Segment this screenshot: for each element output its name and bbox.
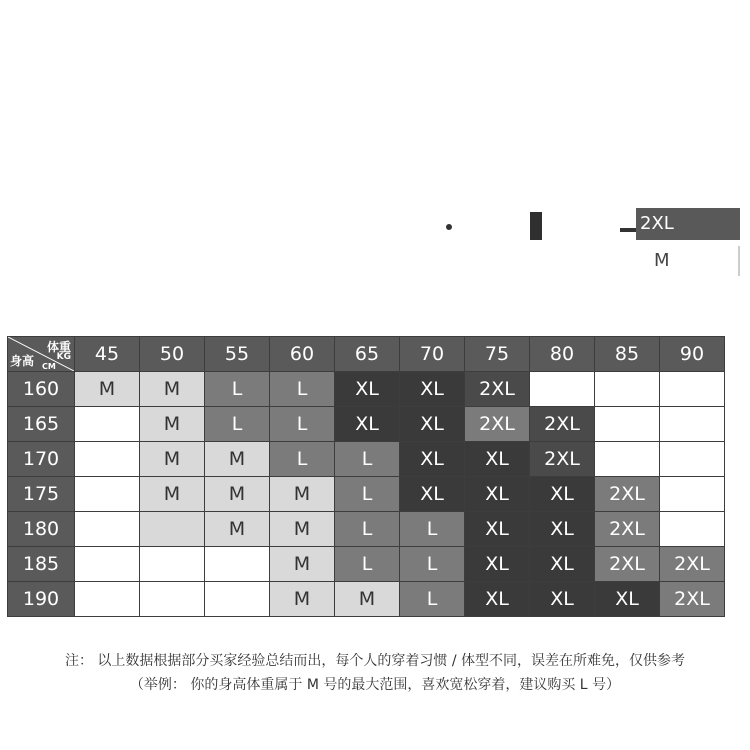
size-cell xyxy=(595,442,660,477)
size-cell: L xyxy=(205,407,270,442)
size-cell xyxy=(140,582,205,617)
size-cell: XL xyxy=(400,442,465,477)
weight-header: 45 xyxy=(75,337,140,372)
table-row xyxy=(8,512,725,547)
height-header: 175 xyxy=(8,477,75,512)
size-cell: L xyxy=(400,547,465,582)
size-cell: XL xyxy=(335,407,400,442)
size-cell: 2XL xyxy=(595,547,660,582)
size-cell: M xyxy=(270,512,335,547)
height-header: 190 xyxy=(8,582,75,617)
weight-header: 90 xyxy=(660,337,725,372)
size-cell xyxy=(140,547,205,582)
weight-header: 60 xyxy=(270,337,335,372)
weight-unit: KG xyxy=(56,352,71,362)
weight-header: 55 xyxy=(205,337,270,372)
size-cell: 2XL xyxy=(530,407,595,442)
size-chart-table xyxy=(7,336,725,617)
size-cell: XL xyxy=(400,477,465,512)
height-unit: CM xyxy=(42,362,56,371)
size-cell: L xyxy=(335,442,400,477)
size-cell: XL xyxy=(530,582,595,617)
size-cell: XL xyxy=(465,547,530,582)
size-cell xyxy=(75,442,140,477)
size-cell xyxy=(660,442,725,477)
weight-header-row xyxy=(8,337,725,372)
size-cell xyxy=(75,407,140,442)
size-cell: M xyxy=(140,477,205,512)
size-cell: L xyxy=(270,442,335,477)
size-cell: XL xyxy=(530,547,595,582)
size-cell: L xyxy=(270,407,335,442)
size-cell xyxy=(595,407,660,442)
size-cell: L xyxy=(400,582,465,617)
size-cell: XL xyxy=(465,477,530,512)
note-line-1: 注： 以上数据根据部分买家经验总结而出，每个人的穿着习惯 / 体型不同，误差在所难免，仅供参考 xyxy=(64,653,686,669)
size-cell: 2XL xyxy=(530,442,595,477)
size-cell: M xyxy=(205,512,270,547)
table-row xyxy=(8,442,725,477)
size-cell: XL xyxy=(335,372,400,407)
size-cell: M xyxy=(205,477,270,512)
size-cell: L xyxy=(335,512,400,547)
size-cell: M xyxy=(140,442,205,477)
size-cell: M xyxy=(270,547,335,582)
size-cell: XL xyxy=(400,372,465,407)
height-label: 身高 xyxy=(10,354,35,368)
size-cell xyxy=(530,372,595,407)
note-line-2: （举例： 你的身高体重属于 M 号的最大范围，喜欢宽松穿着，建议购买 L 号） xyxy=(129,677,621,693)
size-cell: XL xyxy=(465,442,530,477)
size-cell: M xyxy=(205,442,270,477)
table-row xyxy=(8,407,725,442)
weight-label: 体重 xyxy=(46,340,71,354)
size-cell: XL xyxy=(530,512,595,547)
size-cell: 2XL xyxy=(595,512,660,547)
size-cell: M xyxy=(335,582,400,617)
size-cell xyxy=(75,547,140,582)
weight-header: 65 xyxy=(335,337,400,372)
size-cell xyxy=(75,512,140,547)
size-cell xyxy=(75,477,140,512)
size-cell xyxy=(660,372,725,407)
size-cell: M xyxy=(140,407,205,442)
size-cell xyxy=(75,582,140,617)
corner-cell xyxy=(8,337,75,372)
size-cell: 2XL xyxy=(465,372,530,407)
weight-header: 70 xyxy=(400,337,465,372)
size-cell: M xyxy=(270,477,335,512)
size-cell xyxy=(660,407,725,442)
weight-header: 50 xyxy=(140,337,205,372)
weight-header: 80 xyxy=(530,337,595,372)
size-cell: L xyxy=(205,372,270,407)
artifact-bar xyxy=(530,212,542,240)
size-cell xyxy=(660,477,725,512)
table-row xyxy=(8,477,725,512)
size-cell: M xyxy=(75,372,140,407)
height-header: 170 xyxy=(8,442,75,477)
size-cell xyxy=(205,547,270,582)
size-cell: 2XL xyxy=(595,477,660,512)
weight-header: 75 xyxy=(465,337,530,372)
height-header: 185 xyxy=(8,547,75,582)
artifact-dot xyxy=(446,224,452,230)
size-cell xyxy=(660,512,725,547)
height-header: 180 xyxy=(8,512,75,547)
table-row xyxy=(8,582,725,617)
table-row xyxy=(8,547,725,582)
size-cell: L xyxy=(335,477,400,512)
size-cell xyxy=(595,372,660,407)
table-row xyxy=(8,372,725,407)
size-cell: XL xyxy=(465,582,530,617)
size-cell: 2XL xyxy=(660,547,725,582)
artifact-size-box-2: M xyxy=(650,246,740,276)
height-header: 165 xyxy=(8,407,75,442)
size-cell: M xyxy=(270,582,335,617)
size-cell xyxy=(205,582,270,617)
size-cell: L xyxy=(400,512,465,547)
weight-header: 85 xyxy=(595,337,660,372)
artifact-size-box: 2XL xyxy=(636,208,740,240)
size-cell: XL xyxy=(530,477,595,512)
height-header: 160 xyxy=(8,372,75,407)
artifact-dash xyxy=(620,228,636,232)
size-cell: 2XL xyxy=(660,582,725,617)
size-cell: M xyxy=(140,372,205,407)
size-cell: XL xyxy=(465,512,530,547)
size-cell xyxy=(140,512,205,547)
size-cell: 2XL xyxy=(465,407,530,442)
size-cell: XL xyxy=(595,582,660,617)
size-cell: XL xyxy=(400,407,465,442)
size-cell: L xyxy=(270,372,335,407)
size-cell: L xyxy=(335,547,400,582)
